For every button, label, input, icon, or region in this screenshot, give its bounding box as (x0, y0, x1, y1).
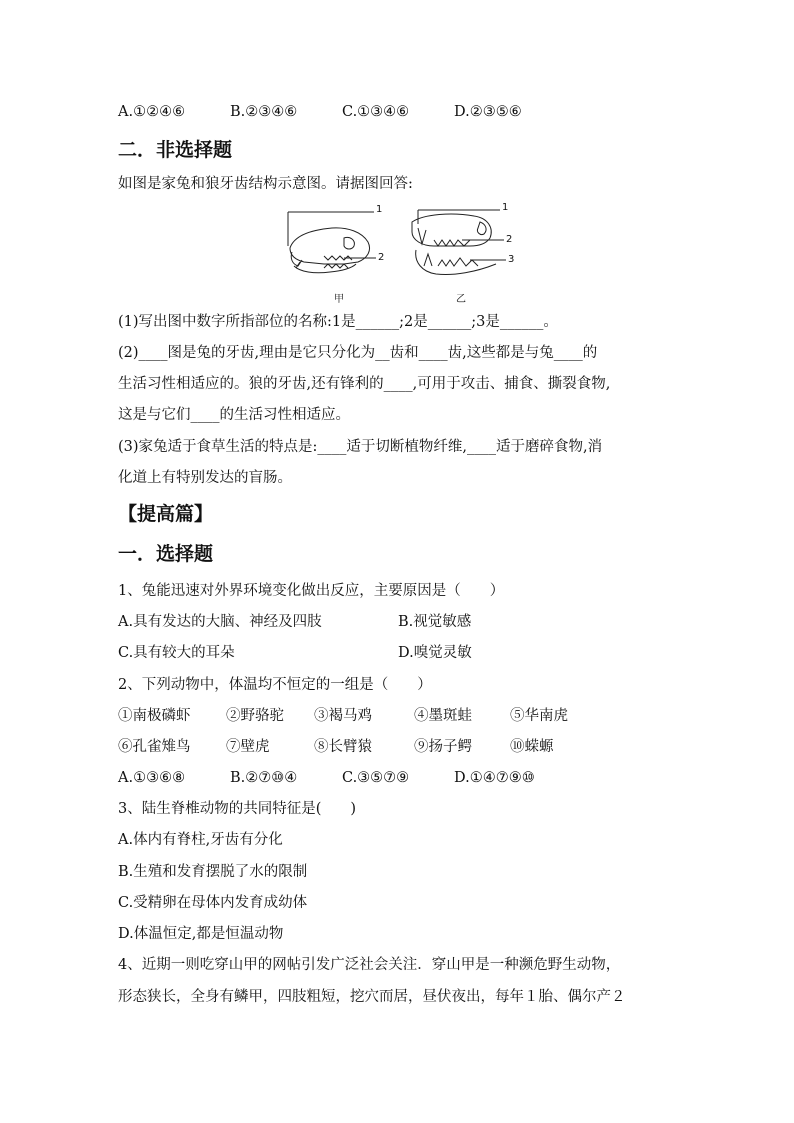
q3-option-c: C.受精卵在母体内发育成幼体 (118, 895, 308, 911)
q2-item: ①南极磷虾 (118, 708, 191, 724)
figure-number-2-yi: 2 (506, 234, 513, 245)
q1-options-row-2 (118, 643, 472, 663)
q3-option-b: B.生殖和发育摆脱了水的限制 (118, 864, 308, 880)
q4-line-1: 4、近期一则吃穿山甲的网帖引发广泛社会关注．穿山甲是一种濒危野生动物， (118, 957, 621, 973)
figure-number-2-jia: 2 (378, 252, 385, 263)
prev-options-row (118, 102, 522, 122)
sub-question-1: (1)写出图中数字所指部位的名称:1是______;2是______;3是______。 (118, 314, 558, 330)
section-heading-choice: 一．选择题 (118, 543, 214, 565)
prev-option-b: B.②③④⑥ (230, 104, 298, 120)
wolf-skull-outline (412, 214, 491, 246)
q2-items-row-1 (118, 706, 568, 726)
q2-item: ⑩蝾螈 (510, 739, 554, 755)
wolf-lower-teeth (438, 258, 478, 266)
wolf-canine-lower (424, 254, 432, 266)
q2-item: ⑥孔雀雉鸟 (118, 739, 191, 755)
q1-stem: 1、兔能迅速对外界环境变化做出反应，主要原因是（ ） (118, 583, 505, 599)
q2-item: ⑦壁虎 (226, 739, 270, 755)
figure-caption-jia: 甲 (334, 294, 344, 305)
wolf-canine-upper (418, 228, 426, 244)
q2-option-c: C.③⑤⑦⑨ (342, 770, 410, 786)
figure-number-1-jia: 1 (376, 204, 383, 215)
q3-stem: 3、陆生脊椎动物的共同特征是( ) (118, 801, 357, 817)
q2-items-row-2 (118, 737, 554, 757)
q2-item: ⑤华南虎 (510, 708, 568, 724)
q2-item: ②野骆驼 (226, 708, 284, 724)
rabbit-lower-jaw (294, 264, 356, 273)
teeth-diagram-svg (284, 200, 524, 308)
q1-options-row-1 (118, 612, 471, 632)
wolf-upper-teeth (434, 240, 470, 246)
sub-question-2-line-2: 生活习性相适应的。狼的牙齿,还有锋利的____,可用于攻击、捕食、撕裂食物, (118, 376, 611, 392)
q2-item: ③褐马鸡 (314, 708, 372, 724)
prev-option-a: A.①②④⑥ (118, 104, 186, 120)
q1-option-a: A.具有发达的大脑、神经及四肢 (118, 614, 322, 630)
q2-option-d: D.①④⑦⑨⑩ (454, 770, 535, 786)
sub-question-2-line-3: 这是与它们____的生活习性相适应。 (118, 407, 350, 423)
q2-option-b: B.②⑦⑩④ (230, 770, 298, 786)
q1-option-d: D.嗅觉灵敏 (398, 645, 472, 661)
rabbit-eye-socket (344, 237, 354, 249)
q2-stem: 2、下列动物中，体温均不恒定的一组是（ ） (118, 677, 432, 693)
question-intro: 如图是家兔和狼牙齿结构示意图。请据图回答: (118, 176, 413, 192)
prev-option-d: D.②③⑤⑥ (454, 104, 522, 120)
q1-option-b: B.视觉敏感 (398, 614, 472, 630)
sub-question-3-line-1: (3)家兔适于食草生活的特点是:____适于切断植物纤维,____适于磨碎食物,消 (118, 439, 603, 455)
section-heading-nonchoice: 二．非选择题 (118, 139, 233, 161)
q3-option-a: A.体内有脊柱,牙齿有分化 (118, 832, 283, 848)
q2-options-row (118, 768, 535, 788)
section-heading-advanced: 【提高篇】 (118, 503, 214, 525)
rabbit-lower-teeth (324, 264, 348, 268)
figure-number-3-yi: 3 (508, 254, 515, 265)
q2-item: ④墨斑蛙 (414, 708, 472, 724)
q2-item: ⑨扬子鳄 (414, 739, 472, 755)
q1-option-c: C.具有较大的耳朵 (118, 645, 235, 661)
q4-line-2: 形态狭长，全身有鳞甲，四肢粗短，挖穴而居，昼伏夜出，每年１胎、偶尔产２ (118, 989, 626, 1005)
prev-option-c: C.①③④⑥ (342, 104, 410, 120)
figure-caption-yi: 乙 (456, 294, 466, 305)
wolf-eye-socket (477, 222, 486, 235)
sub-question-3-line-2: 化道上有特别发达的盲肠。 (118, 470, 292, 486)
q2-option-a: A.①③⑥⑧ (118, 770, 186, 786)
figure-number-1-yi: 1 (502, 202, 509, 213)
q2-item: ⑧长臂猿 (314, 739, 372, 755)
sub-question-2-line-1: (2)____图是兔的牙齿,理由是它只分化为__齿和____齿,这些都是与兔____的 (118, 345, 598, 361)
teeth-diagram (284, 200, 524, 308)
q3-option-d: D.体温恒定,都是恒温动物 (118, 926, 284, 942)
